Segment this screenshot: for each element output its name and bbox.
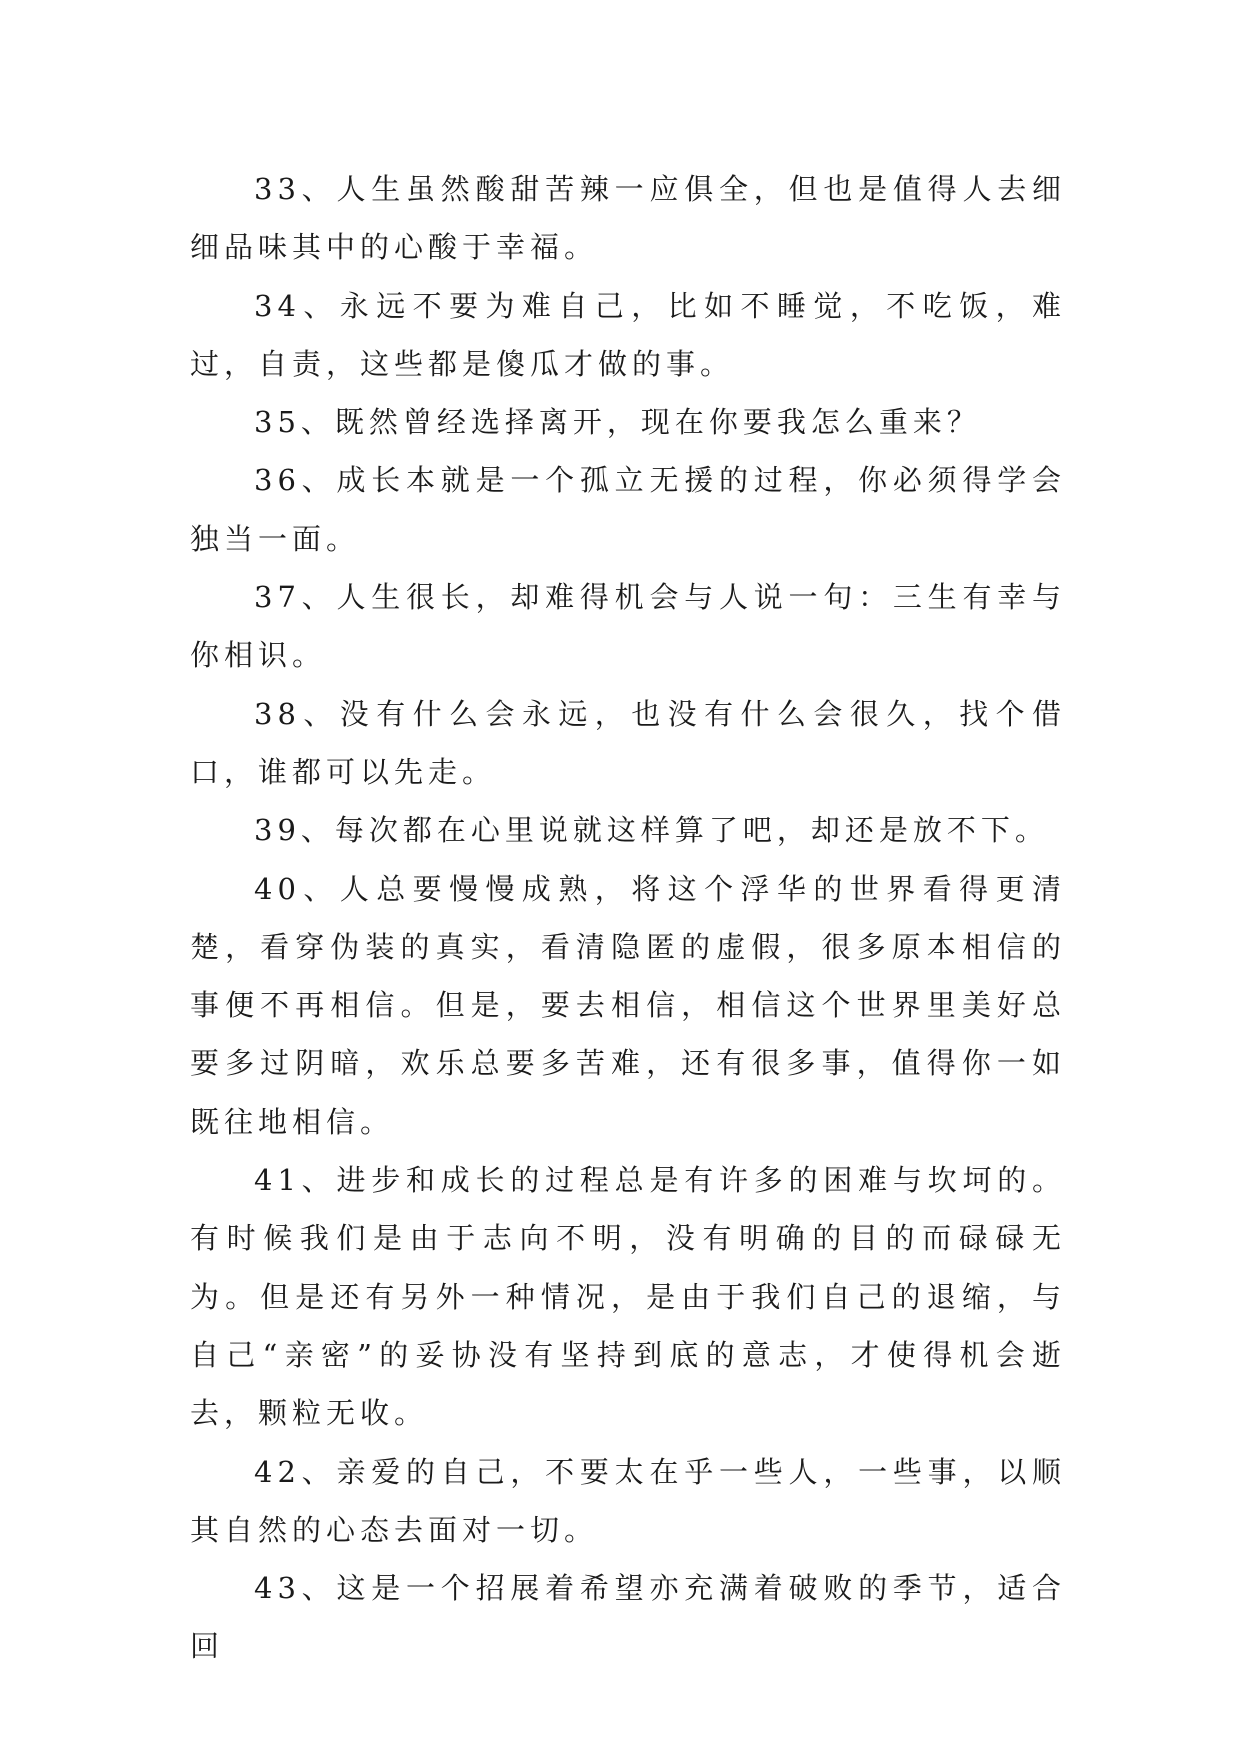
document-body [190, 160, 1066, 1676]
paragraph-43: 43、这是一个招展着希望亦充满着破败的季节，适合回 [190, 1571, 1066, 1664]
paragraph-41: 41、进步和成长的过程总是有许多的困难与坎坷的。有时候我们是由于志向不明，没有明确的目的而碌碌无为。但是还有另外一种情况，是由于我们自己的退缩，与自己“亲密”的妥协没有坚持到底的意志，才使得机会逝去，颗粒无收。 [190, 1163, 1066, 1431]
paragraph-37: 37、人生很长，却难得机会与人说一句：三生有幸与你相识。 [190, 580, 1066, 673]
paragraph-35: 35、既然曾经选择离开，现在你要我怎么重来？ [254, 405, 981, 440]
paragraph-33: 33、人生虽然酸甜苦辣一应俱全，但也是值得人去细细品味其中的心酸于幸福。 [190, 172, 1066, 265]
paragraph-42: 42、亲爱的自己，不要太在乎一些人，一些事，以顺其自然的心态去面对一切。 [190, 1454, 1066, 1547]
paragraph-39: 39、每次都在心里说就这样算了吧，却还是放不下。 [254, 813, 1049, 848]
paragraph-34: 34、永远不要为难自己，比如不睡觉，不吃饭，难过，自责，这些都是傻瓜才做的事。 [190, 288, 1066, 381]
paragraph-40: 40、人总要慢慢成熟，将这个浮华的世界看得更清楚，看穿伪装的真实，看清隐匿的虚假，很多原本相信的事便不再相信。但是，要去相信，相信这个世界里美好总要多过阴暗，欢乐总要多苦难，还有很多事，值得你一如既往地相信。 [190, 871, 1066, 1139]
paragraph-38: 38、没有什么会永远，也没有什么会很久，找个借口，谁都可以先走。 [190, 696, 1066, 789]
paragraph-36: 36、成长本就是一个孤立无援的过程，你必须得学会独当一面。 [190, 463, 1066, 556]
